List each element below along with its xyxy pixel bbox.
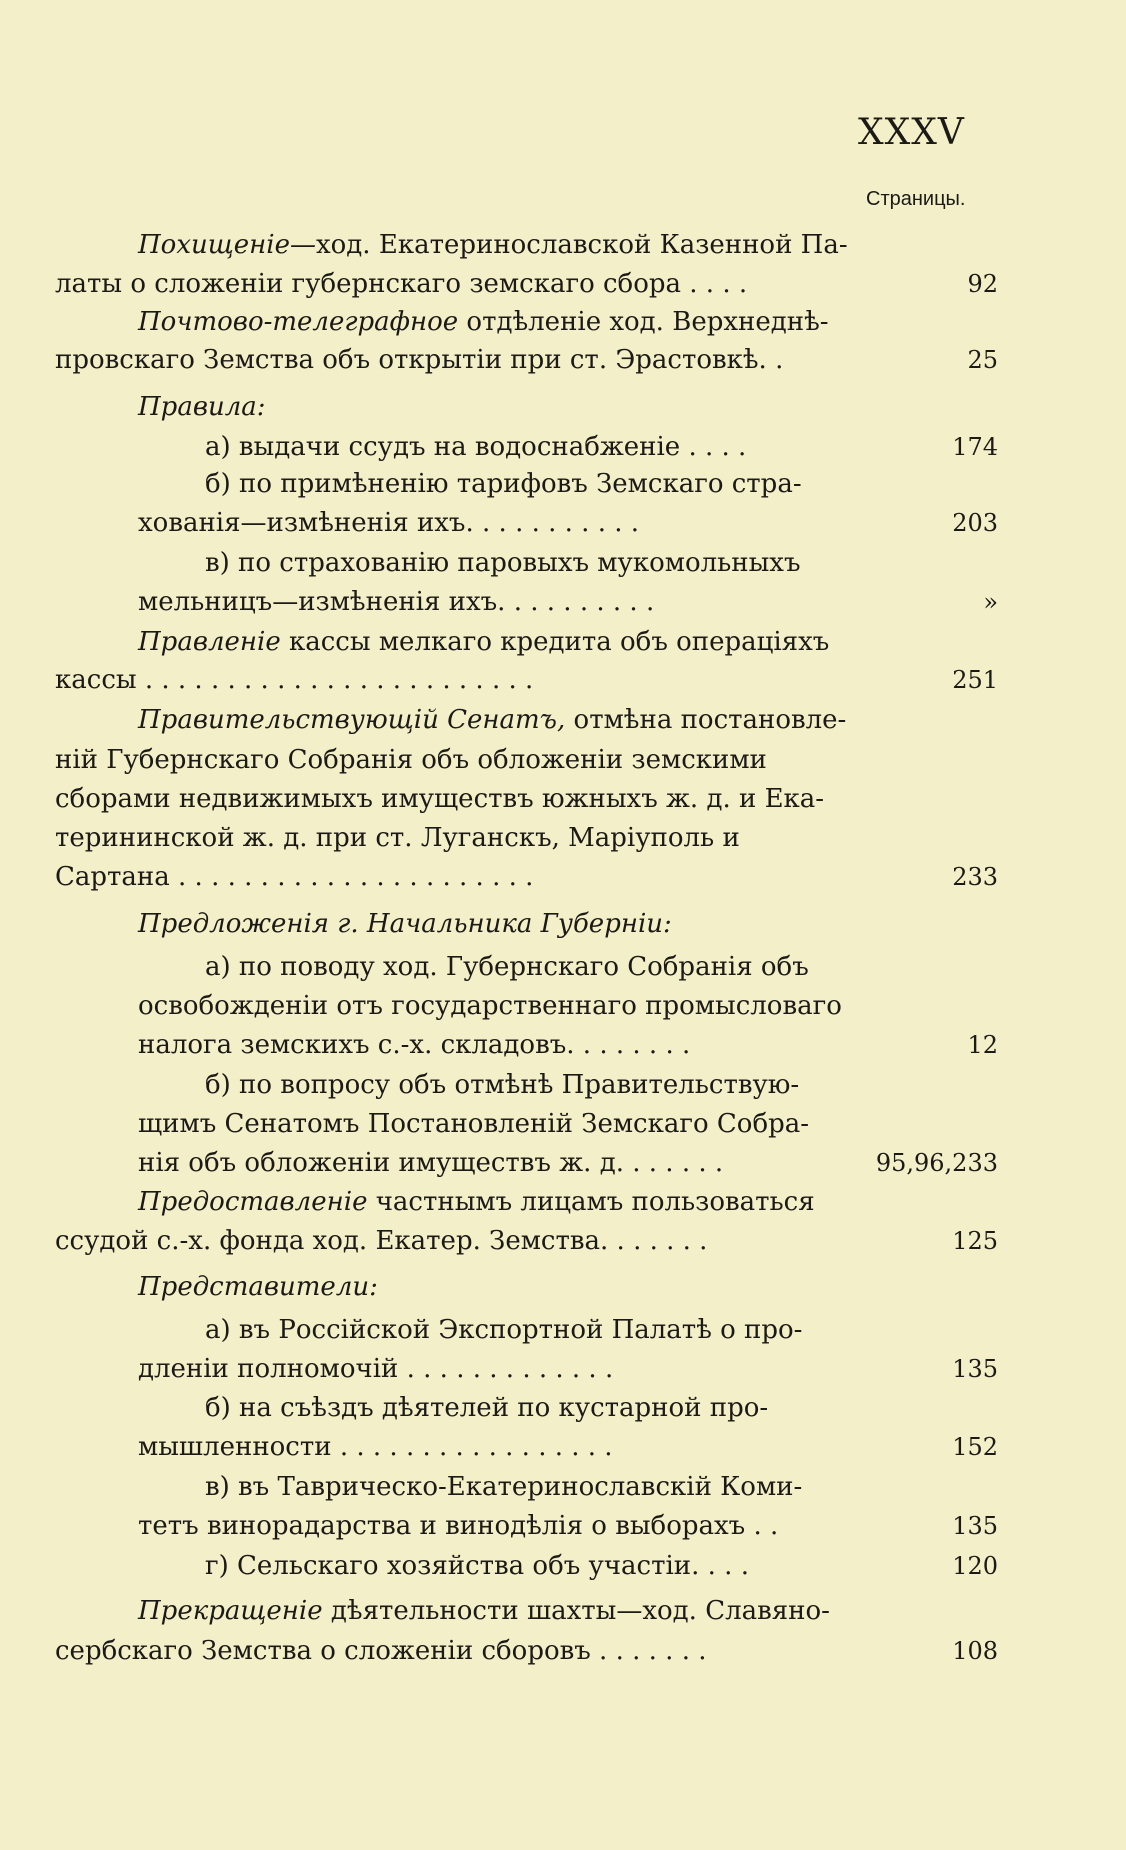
index-text: в) по страхованію паровыхъ мукомольныхъ — [205, 548, 801, 578]
index-line — [138, 390, 266, 424]
index-line — [55, 782, 824, 816]
index-text: дленіи полномочій . . . . . . . . . . . . . — [138, 1354, 614, 1384]
page-reference: 251 — [952, 666, 998, 694]
index-text: нія объ обложеніи имуществъ ж. д. . . . . . . — [138, 1148, 724, 1178]
index-line — [138, 1509, 778, 1543]
index-text: налога земскихъ с.-х. складовъ. . . . . . . . — [138, 1030, 691, 1060]
index-line — [138, 1352, 613, 1386]
index-line — [205, 467, 802, 501]
page-reference: 135 — [952, 1355, 998, 1383]
index-line — [138, 989, 842, 1023]
index-text: освобожденіи отъ государственнаго промысловаго — [138, 991, 842, 1021]
index-term: Предложенія г. Начальника Губерніи: — [138, 909, 672, 939]
index-text: хованія—измѣненія ихъ. . . . . . . . . . . — [138, 508, 640, 538]
index-term: Похищеніе— — [138, 230, 316, 260]
index-text: Сартана . . . . . . . . . . . . . . . . . . . . . . — [55, 862, 534, 892]
index-text: терининской ж. д. при ст. Луганскъ, Маріуполь и — [55, 823, 740, 853]
index-line — [138, 625, 829, 659]
index-text: мельницъ—измѣненія ихъ. . . . . . . . . . — [138, 587, 655, 617]
index-line — [138, 907, 672, 941]
index-line — [138, 1594, 830, 1628]
index-text: мышленности . . . . . . . . . . . . . . . . . — [138, 1432, 613, 1462]
index-line — [55, 343, 783, 377]
page-reference: » — [983, 588, 998, 616]
page-reference: 135 — [952, 1512, 998, 1540]
index-line — [55, 860, 533, 894]
index-term: Правила: — [138, 392, 266, 422]
index-text: б) на съѣздъ дѣятелей по кустарной про- — [205, 1393, 769, 1423]
index-line — [55, 663, 533, 697]
index-text: а) выдачи ссудъ на водоснабженіе . . . . — [205, 432, 747, 462]
index-line — [138, 506, 639, 540]
index-term: Прекращеніе — [138, 1596, 323, 1626]
index-line — [138, 1430, 613, 1464]
index-text: отдѣленіе ход. Верхнеднѣ- — [458, 307, 829, 337]
index-text: в) въ Таврическо-Екатеринославскій Коми- — [205, 1472, 803, 1502]
index-line — [205, 1068, 799, 1102]
index-text: б) по примѣненію тарифовъ Земскаго стра- — [205, 469, 802, 499]
page-reference: 203 — [952, 509, 998, 537]
index-text: ссудой с.-х. фонда ход. Екатер. Земства. . . . . . . — [55, 1226, 708, 1256]
index-text: провскаго Земства объ открытіи при ст. Эрастовкѣ. . — [55, 345, 784, 375]
index-line — [205, 1549, 749, 1583]
index-text: г) Сельскаго хозяйства объ участіи. . . . — [205, 1551, 749, 1581]
page-number: XXXV — [858, 112, 965, 153]
index-line — [55, 821, 740, 855]
index-line — [55, 267, 747, 301]
index-line — [138, 1107, 809, 1141]
index-line — [205, 430, 746, 464]
index-term: Правленіе — [138, 627, 281, 657]
index-line — [138, 585, 654, 619]
index-line — [205, 1470, 802, 1504]
index-line — [205, 1313, 802, 1347]
index-text: сербскаго Земства о сложеніи сборовъ . . . . . . . — [55, 1636, 707, 1666]
index-line — [55, 1224, 707, 1258]
page-reference: 25 — [967, 346, 998, 374]
index-term: Представители: — [138, 1272, 378, 1302]
index-text: кассы . . . . . . . . . . . . . . . . . . . . . . . . — [55, 665, 534, 695]
page-reference: 125 — [952, 1227, 998, 1255]
index-line — [138, 703, 846, 737]
page-reference: 95,96,233 — [875, 1149, 998, 1177]
index-text: щимъ Сенатомъ Постановленій Земскаго Собра- — [138, 1109, 810, 1139]
index-text: а) по поводу ход. Губернскаго Собранія объ — [205, 952, 809, 982]
index-text: дѣятельности шахты—ход. Славяно- — [322, 1596, 830, 1626]
index-text: ход. Екатеринославской Казенной Па- — [315, 230, 848, 260]
page-reference: 152 — [952, 1433, 998, 1461]
index-text: кассы мелкаго кредита объ операціяхъ — [280, 627, 830, 657]
index-text: ній Губернскаго Собранія объ обложеніи земскими — [55, 745, 767, 775]
page-reference: 233 — [952, 863, 998, 891]
index-line — [205, 546, 801, 580]
page-reference: 174 — [952, 433, 998, 461]
index-line — [138, 1028, 690, 1062]
index-text: б) по вопросу объ отмѣнѣ Правительствую- — [205, 1070, 800, 1100]
index-line — [138, 1185, 815, 1219]
page-reference: 108 — [952, 1637, 998, 1665]
index-text: сборами недвижимыхъ имуществъ южныхъ ж. д. и Ека- — [55, 784, 825, 814]
index-term: Правительствующій Сенатъ, — [138, 705, 566, 735]
index-text: тетъ винорадарства и винодѣлія о выборахъ . . — [138, 1511, 779, 1541]
page-reference: 120 — [952, 1552, 998, 1580]
index-line — [138, 305, 829, 339]
index-text: частнымъ лицамъ пользоваться — [367, 1187, 815, 1217]
page-reference: 92 — [967, 270, 998, 298]
index-term: Предоставленіе — [138, 1187, 368, 1217]
page-reference: 12 — [967, 1031, 998, 1059]
index-text: латы о сложеніи губернскаго земскаго сбора . . . . — [55, 269, 748, 299]
index-line — [138, 228, 848, 262]
index-line — [55, 743, 767, 777]
index-term: Почтово-телеграфное — [138, 307, 459, 337]
index-text: а) въ Россійской Экспортной Палатѣ о про- — [205, 1315, 803, 1345]
index-line — [205, 950, 809, 984]
index-text: отмѣна постановле- — [565, 705, 847, 735]
index-line — [205, 1391, 768, 1425]
pages-column-header: Страницы. — [866, 188, 966, 210]
index-line — [138, 1270, 378, 1304]
index-line — [55, 1634, 707, 1668]
index-line — [138, 1146, 723, 1180]
